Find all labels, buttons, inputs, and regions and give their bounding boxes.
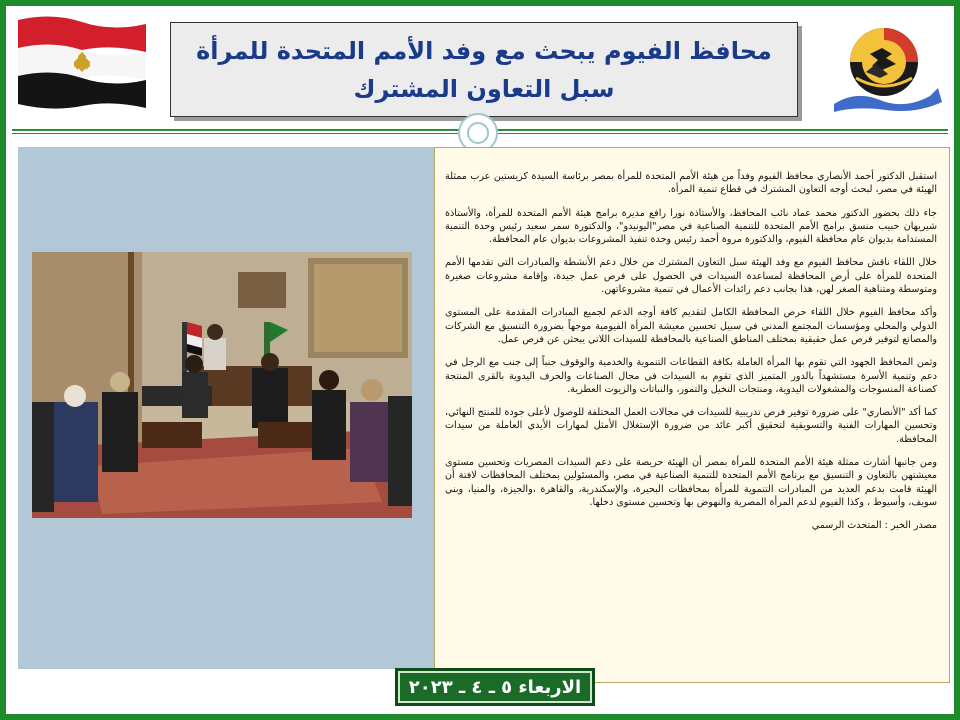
- article-source: مصدر الخبر : المتحدث الرسمي: [811, 520, 937, 532]
- meeting-photo-icon: [32, 252, 412, 518]
- article-paragraph: استقبل الدكتور أحمد الأنصاري محافظ الفيوم وفداً من هيئة الأمم المتحدة للمرأة بمصر برئاسة السيدة كريستين عرب ممثلة الهيئة في مصر، لبحث أوجه التعاون المشترك في قطاع تنمية المرأة.: [445, 171, 937, 196]
- date-badge: [395, 668, 595, 706]
- article-body: [434, 147, 950, 683]
- egypt-flag-icon: [12, 14, 148, 114]
- article-paragraph: كما أكد "الأنصاري" على ضرورة توفير فرص تدريبية للسيدات في مجالات العمل المختلفة للوصول لأعلى جودة للمنتج النهائي، وتحسين المهارات الفنية والتسويقية لتحقيق أكبر عائد من ضرورة الإستغلال الأمثل لمهارات الأيدي العاملة من سيدات المحافظة.: [445, 407, 937, 445]
- article-paragraph: جاء ذلك بحضور الدكتور محمد عماد نائب المحافظ، والأستاذة نورا رافع مديرة برامج هيئة الأمم المتحدة للمرأة، والأستاذة شيريهان حبيب منسق برامج الأمم المتحدة للتنمية الصناعية في مصر"اليونيدو"، والدكتورة سمر سعيد رئيس وحدة التنمية المستدامة بديوان عام محافظة الفيوم، والدكتورة مروة أحمد رئيس وحدة تنفيذ المشروعات بديوان عام المحافظة.: [445, 207, 937, 246]
- article-paragraph: وأكد محافظ الفيوم خلال اللقاء حرص المحافظة الكامل لتقديم كافة أوجه الدعم لجميع المبادرات المقدمة على المستوى الدولي والمحلي ومؤسسات المجتمع المدني في سبيل تحسين معيشة المرأة الفيومية موجهاً بضرورة التنسيق مع الشركات والمصانع لتوفير فرص عمل حقيقية بمختلف المناطق الصناعية بالمحافظة للسيدات اللاتي يبحثن عن فرص عمل.: [445, 307, 937, 345]
- article-paragraph: ومن جانبها أشارت ممثلة هيئة الأمم المتحدة للمرأة بمصر أن الهيئة حريصة على دعم السيدات المصريات وتحسين مستوى معيشتهن بالتعاون و التنسيق مع برنامج الأمم المتحدة للتنمية الصناعية في مصر، والمسئولين بمختلف المحافظات لافتة أن الهيئة قامت بدعم العديد من المبادرات التنموية للمرأة بمحافظات البحيرة، والإسكندرية، والقاهرة ،والجيزة، والمنيا، وبني سويف، وأسيوط ، وكذا الفيوم لدعم المرأة المصرية والنهوض بها وتحسين مستوى دخلها.: [445, 457, 937, 508]
- headline: محافظ الفيوم يبحث مع وفد الأمم المتحدة للمرأة سبل التعاون المشترك: [196, 36, 772, 103]
- headline-box: [170, 22, 798, 117]
- article-paragraph: وثمن المحافظ الجهود التي تقوم بها المرأة العاملة بكافة القطاعات التنموية والخدمية والوقوف جنباً إلى جنب مع الرجل في دعم وتنمية الأسرة مستشهداً بالدور المتميز الذي تقوم به السيدات في مجال الصناعات والحرف اليدوية بالقرى المنتجة كصناعة المنسوجات والمشغولات اليدوية، ومنتجات النخيل والتمور، والنباتات والزيوت العطرية.: [445, 357, 937, 395]
- fayoum-governorate-logo-icon: [826, 18, 946, 118]
- article-paragraph: خلال اللقاء ناقش محافظ الفيوم مع وفد الهيئة سبل التعاون المشترك من خلال دعم الأنشطة والمبادرات التي تقدمها الأمم المتحدة للمرأة على أرض المحافظة لمساعدة السيدات في الحصول على فرص عمل جيدة، وإقامة مشروعات صغيرة ومتوسطة ومتناهية الصغر لهن، هذا بجانب دعم رائدات الأعمال في تنمية مشروعاتهن.: [445, 257, 937, 296]
- publish-date: الاربعاء ٥ ـ ٤ ـ ٢٠٢٣: [408, 676, 582, 698]
